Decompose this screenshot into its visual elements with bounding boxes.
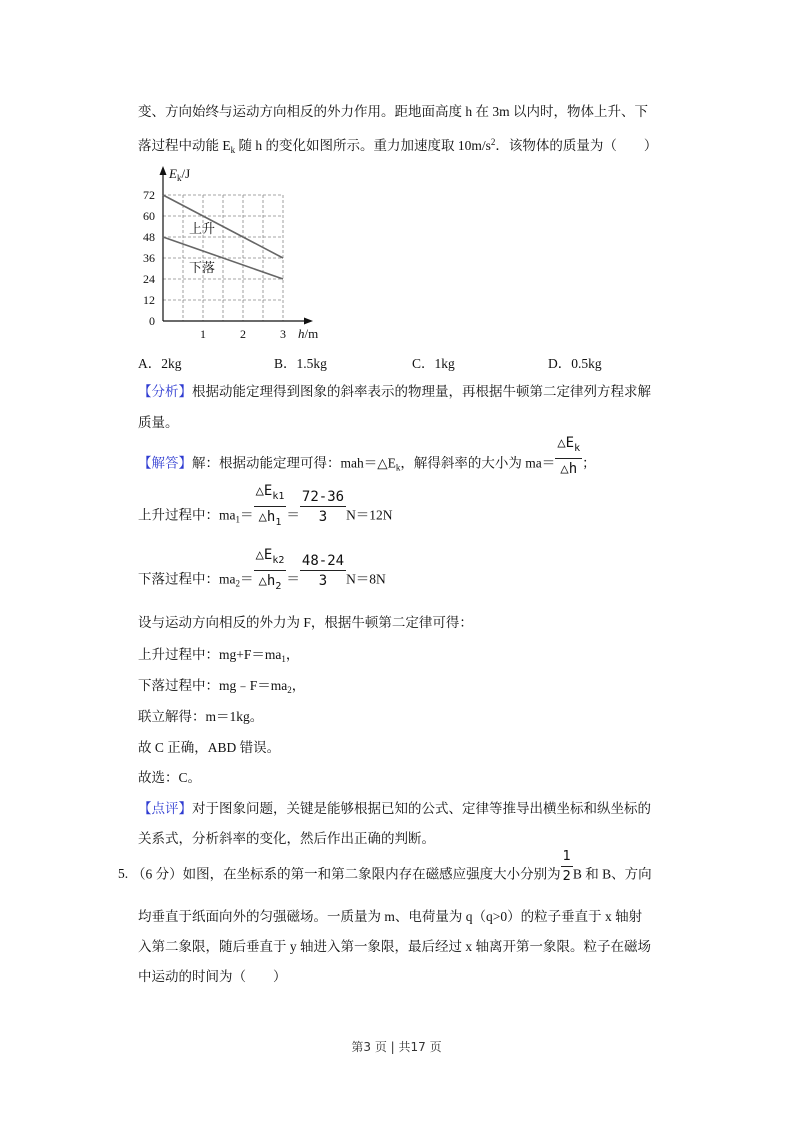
q4-stem-line2: [138, 132, 657, 160]
subscript: 1: [281, 654, 286, 664]
subscript: 2: [235, 578, 240, 589]
frac-num: △E: [255, 547, 273, 563]
solution-text: ，解得斜率的大小为 ma＝: [400, 455, 556, 471]
slope-fraction: [555, 434, 582, 479]
solution-text: ；: [582, 455, 596, 471]
calc-text: ＝: [240, 507, 254, 523]
choice-line: 故选：C。: [138, 770, 202, 785]
solve-line: 联立解得：m＝1kg。: [138, 709, 264, 724]
svg-text:3: 3: [280, 327, 286, 341]
q5-text: B 和 B、方向: [572, 866, 652, 882]
eq-text: ，: [291, 678, 306, 693]
fall-fraction2: [300, 552, 346, 591]
calc-text: N＝12N: [346, 507, 393, 523]
calc-text: ＝: [286, 571, 300, 587]
frac-num: 1: [561, 848, 573, 867]
frac-den: 2: [562, 869, 571, 884]
q5-line3: 入第二象限，随后垂直于 y 轴进入第一象限，最后经过 x 轴离开第一象限。粒子在磁场: [138, 939, 651, 954]
subscript: k: [574, 443, 581, 454]
analysis-tag: 【分析】: [138, 384, 192, 399]
analysis-line2: 质量。: [138, 415, 179, 430]
stem-text: 随 h 的变化如图所示。重力加速度取 10m/s: [235, 138, 491, 153]
fall-calc: [138, 547, 386, 597]
frac-den: 3: [318, 509, 328, 525]
rise-equation: [138, 645, 299, 669]
eq-text: ，: [285, 647, 300, 662]
q4-stem-line1: 变、方向始终与运动方向相反的外力作用。距地面高度 h 在 3m 以内时，物体上升、下: [138, 104, 648, 119]
subscript: 1: [235, 514, 240, 525]
subscript: 2: [275, 581, 282, 592]
option-b[interactable]: B．1.5kg: [274, 356, 327, 371]
analysis-text: 根据动能定理得到图象的斜率表示的物理量，再根据牛顿第二定律列方程求解: [192, 384, 651, 399]
svg-text:60: 60: [143, 209, 155, 223]
subscript: 1: [275, 517, 282, 528]
calc-text: ＝: [286, 507, 300, 523]
frac-den: △h: [258, 509, 276, 525]
eq-text: 下落过程中：mg﹣F＝ma: [138, 678, 288, 693]
subscript: k: [395, 462, 401, 473]
page-footer: 第3 页 | 共17 页: [351, 1040, 442, 1054]
svg-text:2: 2: [240, 327, 246, 341]
option-c[interactable]: C．1kg: [412, 356, 455, 371]
svg-text:36: 36: [143, 251, 155, 265]
analysis-line1: [138, 382, 651, 402]
svg-text:48: 48: [143, 230, 155, 244]
comment-tag: 【点评】: [138, 801, 192, 816]
svg-text:0: 0: [149, 314, 155, 328]
stem-text: ．该物体的质量为（ ）: [495, 138, 658, 153]
option-d[interactable]: D．0.5kg: [548, 356, 602, 371]
option-a[interactable]: A．2kg: [138, 356, 182, 371]
frac-num: 72-36: [301, 489, 345, 505]
frac-den: 3: [318, 573, 328, 589]
svg-text:h/m: h/m: [298, 326, 319, 341]
comment-text: 对于图象问题，关键是能够根据已知的公式、定律等推导出横坐标和纵坐标的: [192, 801, 651, 816]
solution-line1: [138, 435, 596, 479]
fall-equation: [138, 676, 305, 700]
calc-text: N＝8N: [346, 571, 386, 587]
q5-line4: 中运动的时间为（ ）: [138, 969, 287, 984]
eq-text: 上升过程中：mg+F＝ma: [138, 647, 282, 662]
fall-fraction1: [254, 546, 287, 597]
answer-options: [138, 352, 698, 372]
calc-text: 下落过程中：ma: [138, 571, 236, 587]
q5-line2: 均垂直于纸面向外的匀强磁场。一质量为 m、电荷量为 q（q>0）的粒子垂直于 x 轴射: [138, 909, 643, 924]
svg-text:12: 12: [143, 293, 155, 307]
q5-line1: [132, 849, 652, 887]
force-intro: 设与运动方向相反的外力为 F，根据牛顿第二定律可得：: [138, 615, 473, 630]
subscript: k: [230, 145, 236, 155]
solution-text: 解：根据动能定理可得：mah＝△E: [192, 455, 396, 471]
ek-vs-h-chart: [135, 160, 335, 345]
frac-den: △h: [258, 573, 276, 589]
svg-text:1: 1: [200, 327, 206, 341]
q5-number: 5.: [118, 866, 129, 881]
svg-text:下落: 下落: [189, 261, 216, 276]
svg-text:24: 24: [143, 272, 155, 286]
comment-line1: [138, 799, 651, 819]
calc-text: 上升过程中：ma: [138, 507, 236, 523]
q5-text: （6 分）如图，在坐标系的第一和第二象限内存在磁感应强度大小分别为: [132, 866, 561, 882]
rise-fraction1: [254, 482, 287, 533]
subscript: 2: [287, 685, 292, 695]
rise-calc: [138, 483, 393, 533]
svg-text:上升: 上升: [189, 222, 216, 237]
calc-text: ＝: [240, 571, 254, 587]
subscript: k2: [272, 555, 285, 566]
superscript: 2: [490, 137, 496, 147]
frac-den: △h: [560, 461, 578, 477]
svg-text:Ek/J: $E_k/J$: [169, 166, 191, 183]
solution-tag: 【解答】: [138, 455, 192, 471]
frac-num: △E: [255, 483, 273, 499]
svg-text:72: 72: [143, 188, 155, 202]
frac-num: 48-24: [301, 553, 345, 569]
half-fraction: [561, 848, 573, 887]
verdict-line: 故 C 正确，ABD 错误。: [138, 740, 281, 755]
comment-line2: 关系式，分析斜率的变化，然后作出正确的判断。: [138, 831, 435, 846]
frac-num: △E: [557, 435, 575, 451]
rise-fraction2: [300, 488, 346, 527]
stem-text: 落过程中动能 E: [138, 138, 231, 153]
subscript: k1: [272, 491, 285, 502]
